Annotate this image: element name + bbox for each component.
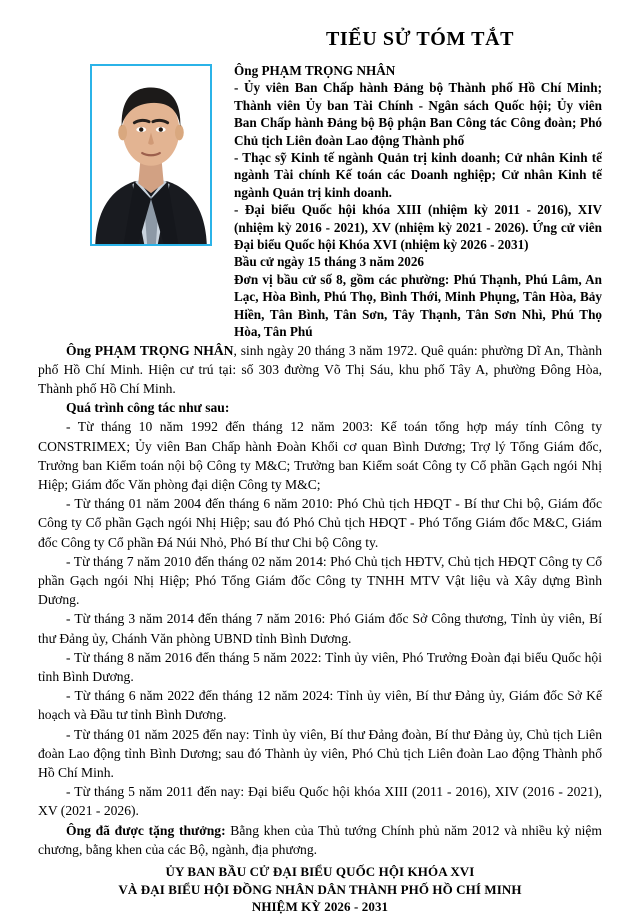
footer-line-2: VÀ ĐẠI BIỂU HỘI ĐỒNG NHÂN DÂN THÀNH PHỐ HỒ CHÍ MINH xyxy=(118,881,522,897)
page-title: TIỂU SỬ TÓM TẮT xyxy=(325,28,515,50)
awards-paragraph xyxy=(38,821,602,859)
career-entry: - Từ tháng 8 năm 2016 đến tháng 5 năm 2022: Tỉnh ủy viên, Phó Trưởng Đoàn đại biểu Quốc hội tỉnh Bình Dương. xyxy=(38,649,602,684)
career-heading: Quá trình công tác như sau: xyxy=(66,400,230,416)
footer-line-1: ỦY BAN BẦU CỬ ĐẠI BIỂU QUỐC HỘI KHÓA XVI xyxy=(165,863,475,879)
personal-info-paragraph xyxy=(38,341,602,399)
summary-education: - Thạc sỹ Kinh tế ngành Quản trị kinh doanh; Cử nhân Kinh tế ngành Tài chính Kế toán các Doanh nghiệp; Cử nhân Kinh tế ngành Quản trị kinh doanh. xyxy=(234,150,602,200)
summary-constituency: Đơn vị bầu cử số 8, gồm các phường: Phú Thạnh, Phú Lâm, An Lạc, Hòa Bình, Phú Thọ, Bình Thới, Minh Phụng, Tân Hòa, Bảy Hiền, Tân Bình, Tân Sơn, Tây Thạnh, Tân Sơn Nhì, Phú Thọ Hòa, Tân Phú xyxy=(234,271,602,340)
career-entry: - Từ tháng 5 năm 2011 đến nay: Đại biểu Quốc hội khóa XIII (2011 - 2016), XIV (2016 - 2021), XV (2021 - 2026). xyxy=(38,784,602,819)
summary-block xyxy=(234,62,602,341)
career-entry: - Từ tháng 3 năm 2014 đến tháng 7 năm 2016: Phó Giám đốc Sở Công thương, Tỉnh ủy viên, Bí thư Đảng ủy, Chánh Văn phòng UBND tỉnh Bình Dương. xyxy=(38,611,602,646)
biography-body xyxy=(38,341,602,859)
career-entry: - Từ tháng 01 năm 2004 đến tháng 6 năm 2010: Phó Chủ tịch HĐQT - Bí thư Chi bộ, Giám đốc Công ty Cổ phần Gạch ngói Nhị Hiệp; sau đó Phó Chủ tịch HĐQT - Phó Tổng Giám đốc M&C, Giám đốc Công ty Cổ phần Đá Núi Nhỏ, Phó Bí thư Chi bộ Công ty. xyxy=(38,496,602,550)
personal-name: Ông PHẠM TRỌNG NHÂN xyxy=(66,342,234,358)
personal-details: , sinh ngày 20 tháng 3 năm 1972. Quê quán: phường Dĩ An, Thành phố Hồ Chí Minh. Hiện cư trú tại: số 303 đường Võ Thị Sáu, khu phố Tây A, phường Đông Hòa, Thành phố Hồ Chí Minh. xyxy=(38,342,602,396)
candidate-name: Ông PHẠM TRỌNG NHÂN xyxy=(234,63,396,78)
awards-text: Bằng khen của Thủ tướng Chính phủ năm 2012 và nhiều kỷ niệm chương, bằng khen của các Bộ, ngành, địa phương. xyxy=(38,822,603,857)
header-block xyxy=(38,62,602,341)
summary-assembly-terms: - Đại biểu Quốc hội khóa XIII (nhiệm kỳ 2011 - 2016), XIV (nhiệm kỳ 2016 - 2021), XV (nhiệm kỳ 2021 - 2026). Ứng cử viên Đại biểu Quốc hội Khóa XVI (nhiệm kỳ 2026 - 2031) xyxy=(234,202,602,253)
footer-line-3: NHIỆM KỲ 2026 - 2031 xyxy=(251,899,389,915)
portrait-illustration xyxy=(92,66,210,244)
awards-label: Ông đã được tặng thưởng: xyxy=(66,822,226,838)
candidate-portrait xyxy=(90,64,212,246)
summary-positions: - Ủy viên Ban Chấp hành Đảng bộ Thành phố Hồ Chí Minh; Thành viên Ủy ban Tài Chính - Ngân sách Quốc hội; Ủy viên Ban Chấp hành Đảng bộ Bộ phận Ban Công tác Công đoàn; Phó Chủ tịch Liên đoàn Lao động Thành phố xyxy=(234,80,602,148)
career-entry: - Từ tháng 01 năm 2025 đến nay: Tỉnh ủy viên, Bí thư Đảng đoàn, Bí thư Đảng ủy, Chủ tịch Liên đoàn Lao động tỉnh Bình Dương; sau đó Thành ủy viên, Phó Chủ tịch Liên đoàn Lao động Thành phố Hồ Chí Minh. xyxy=(38,726,602,780)
document-footer xyxy=(38,863,602,916)
career-entry: - Từ tháng 6 năm 2022 đến tháng 12 năm 2024: Tỉnh ủy viên, Bí thư Đảng ủy, Giám đốc Sở Kế hoạch và Đầu tư tỉnh Bình Dương. xyxy=(38,688,602,723)
summary-election-date: Bầu cử ngày 15 tháng 3 năm 2026 xyxy=(234,254,425,270)
career-entry: - Từ tháng 7 năm 2010 đến tháng 02 năm 2014: Phó Chủ tịch HĐTV, Chủ tịch HĐQT Công ty Cổ phần Gạch ngói Nhị Hiệp; Phó Tổng Giám đốc Công ty TNHH MTV Vật liệu và Xây dựng Bình Dương. xyxy=(38,553,602,608)
career-entry: - Từ tháng 10 năm 1992 đến tháng 12 năm 2003: Kế toán tổng hợp máy tính Công ty CONSTRIMEX; Ủy viên Ban Chấp hành Đoàn Khối cơ quan Bình Dương; Trợ lý Tổng Giám đốc, Trưởng ban Kiểm toán nội bộ Công ty M&C; Trưởng ban Kiểm soát Công ty Cổ phần Gạch ngói Nhị Hiệp; Giám đốc Văn phòng đại diện Công ty M&C; xyxy=(38,419,602,492)
